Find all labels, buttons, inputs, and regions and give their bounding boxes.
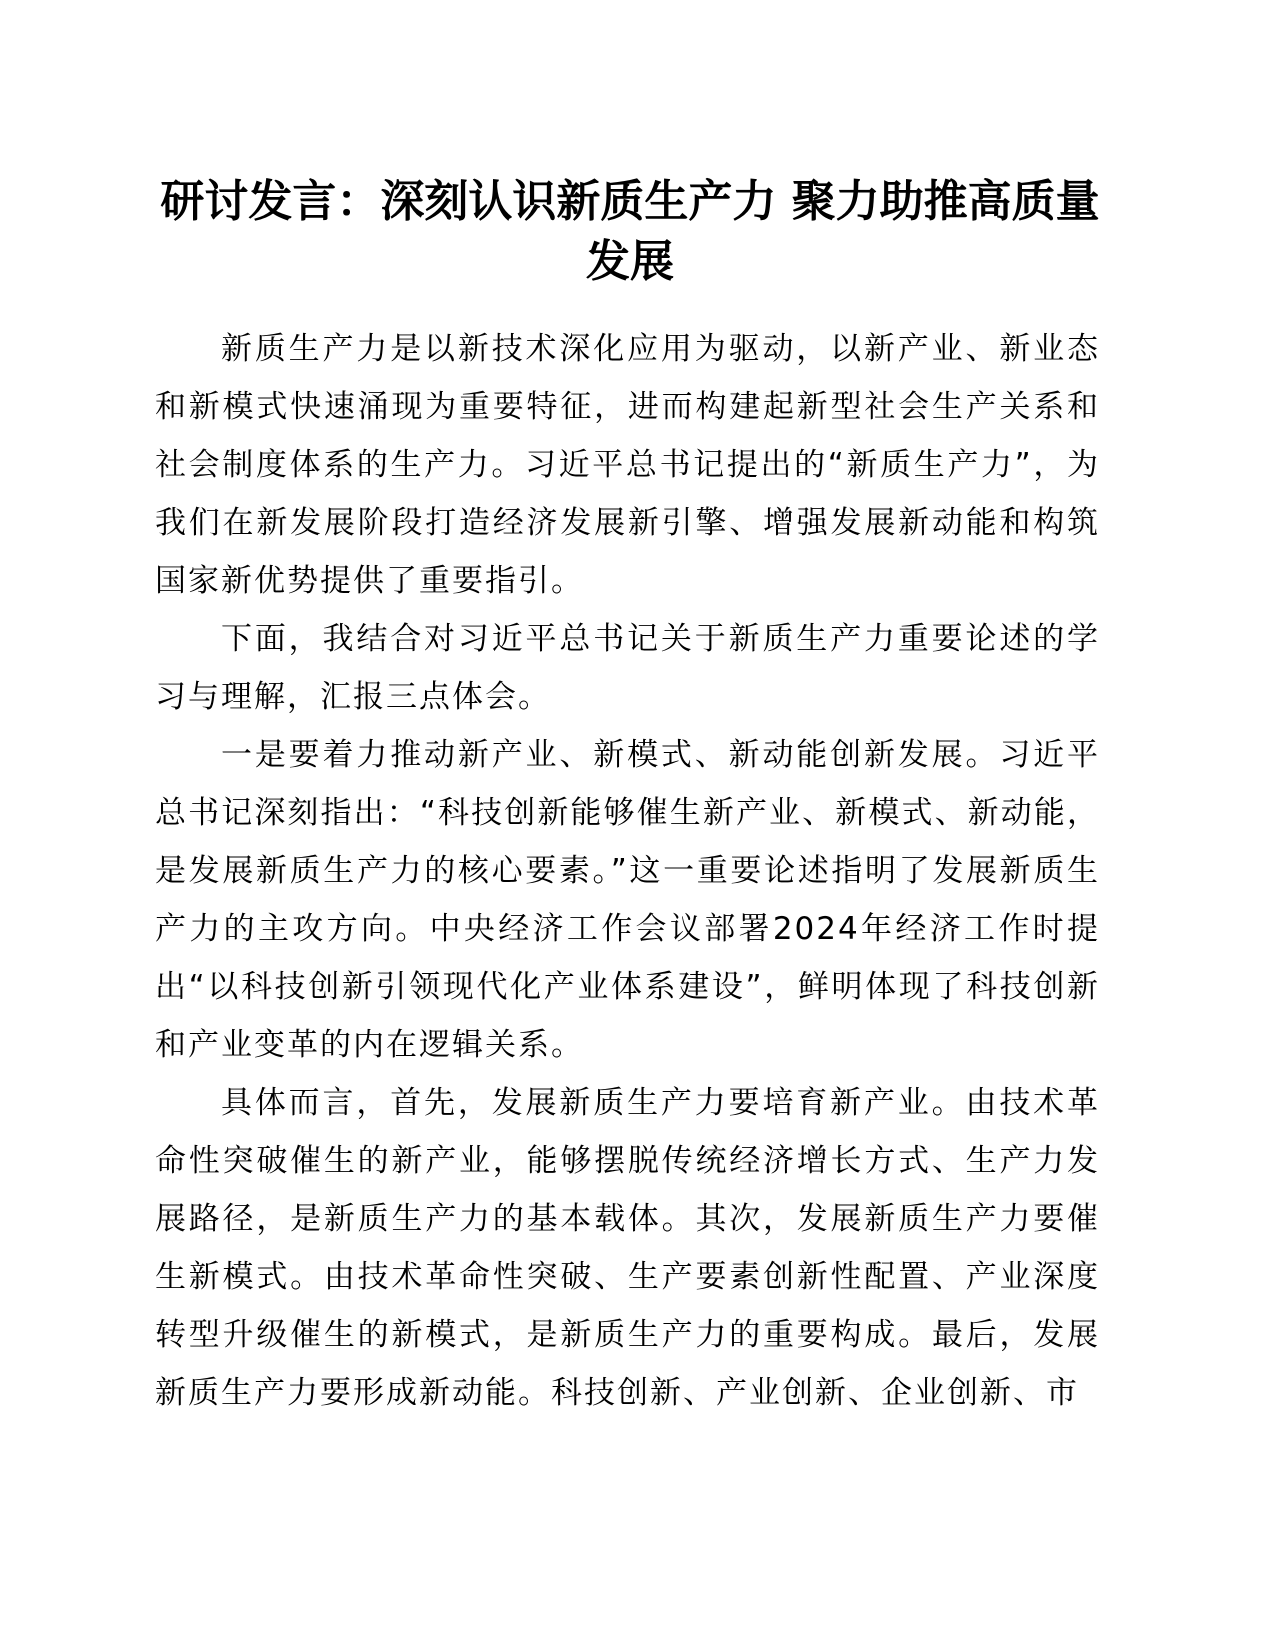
paragraph-intro: 新质生产力是以新技术深化应用为驱动，以新产业、新业态和新模式快速涌现为重要特征，进而构建起新型社会生产关系和社会制度体系的生产力。习近平总书记提出的“新质生产力”，为我们在新发展阶段打造经济发展新引擎、增强发展新动能和构筑国家新优势提供了重要指引。 <box>155 331 1100 599</box>
paragraph-point-one: 一是要着力推动新产业、新模式、新动能创新发展。习近平总书记深刻指出：“科技创新能够催生新产业、新模式、新动能，是发展新质生产力的核心要素。”这一重要论述指明了发展新质生产力的主攻方向。中央经济工作会议部署2024年经济工作时提出“以科技创新引领现代化产业体系建设”，鲜明体现了科技创新和产业变革的内在逻辑关系。 <box>155 737 1100 1063</box>
document-body <box>155 320 1100 1422</box>
paragraph-transition: 下面，我结合对习近平总书记关于新质生产力重要论述的学习与理解，汇报三点体会。 <box>155 621 1100 715</box>
document-title: 研讨发言：深刻认识新质生产力 聚力助推高质量发展 <box>160 176 1100 287</box>
paragraph-details: 具体而言，首先，发展新质生产力要培育新产业。由技术革命性突破催生的新产业，能够摆脱传统经济增长方式、生产力发展路径，是新质生产力的基本载体。其次，发展新质生产力要催生新模式。由技术革命性突破、生产要素创新性配置、产业深度转型升级催生的新模式，是新质生产力的重要构成。最后，发展新质生产力要形成新动能。科技创新、产业创新、企业创新、市 <box>155 1085 1100 1411</box>
